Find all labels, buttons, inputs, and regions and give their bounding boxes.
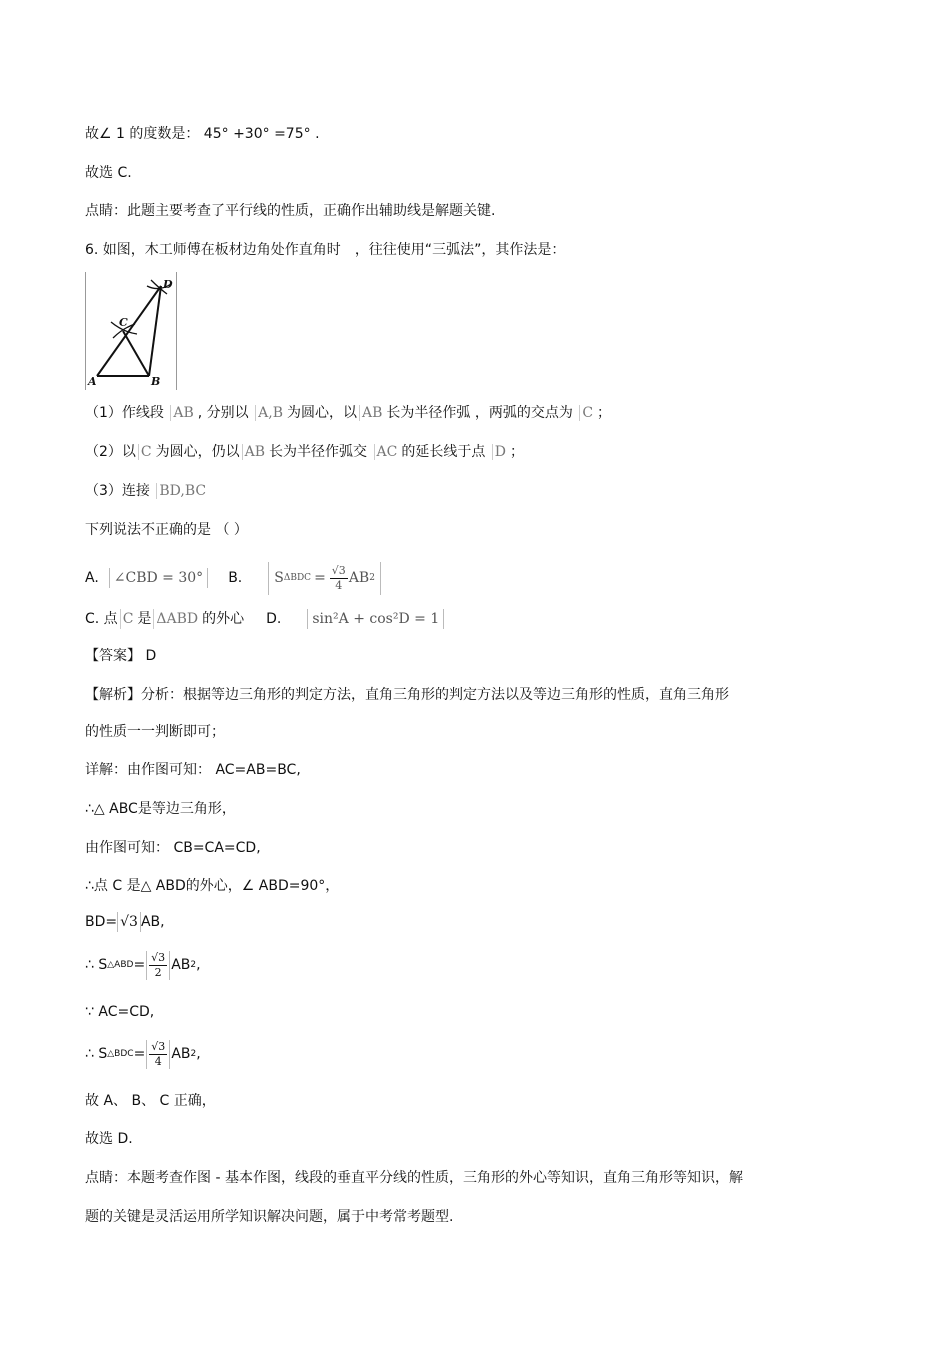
step-1-text-1: , 分别以 (197, 405, 249, 421)
construction-figure (85, 272, 177, 390)
step-1-prefix: （1）作线段 (85, 405, 164, 421)
options-a-b (85, 558, 381, 598)
detail-6-fraction (146, 951, 170, 980)
detail-8-sup: 2 (190, 1049, 197, 1059)
answer-line: 【答案】 D (85, 648, 157, 664)
detail-line-5 (85, 912, 165, 932)
detail-line-4: ∴点 C 是△ ABD的外心，∠ ABD=90°， (85, 878, 340, 894)
option-b-den: 4 (335, 578, 343, 592)
option-c-text-2: 的外心 (202, 611, 245, 627)
step-3 (85, 481, 210, 501)
remark-line-2: 题的关键是灵活运用所学知识解决问题，属于中考常考题型. (85, 1209, 454, 1225)
figure-label-a: A (88, 375, 97, 388)
line-choose-c: 故选 C. (85, 165, 132, 181)
step-2-math-ab: AB (242, 444, 267, 460)
detail-5-ab: AB, (140, 914, 165, 930)
step-2 (85, 442, 524, 462)
analysis-line-1: 【解析】分析：根据等边三角形的判定方法，直角三角形的判定方法以及等边三角形的性质，直角三角形 (85, 687, 729, 703)
question-6-text-b: ，往往使用“三弧法”，其作法是： (354, 242, 566, 258)
detail-6-eq: = (133, 957, 146, 973)
detail-6-ab: AB (171, 957, 191, 973)
detail-8-sub: △BDC (107, 1049, 134, 1059)
step-2-text-4: ； (510, 444, 525, 460)
step-1 (85, 403, 611, 423)
detail-line-2: ∴△ ABC是等边三角形， (85, 801, 236, 817)
question-prompt: 下列说法不正确的是 （ ） (85, 522, 248, 538)
option-a-expr: ∠CBD = 30° (109, 568, 208, 588)
analysis-line-2: 的性质一一判断即可； (85, 724, 225, 740)
step-1-math-a-b: A,B (255, 405, 285, 421)
detail-line-3: 由作图可知： CB=CA=CD, (85, 840, 261, 856)
detail-5-bd: BD= (85, 914, 118, 930)
option-b-fraction (330, 564, 348, 593)
detail-6-s: ∴ S (85, 957, 108, 973)
detail-8-eq: = (133, 1046, 146, 1062)
detail-6-num: √3 (151, 950, 166, 964)
line-angle-result: 故∠ 1 的度数是： 45° +30° =75° . (85, 126, 320, 142)
detail-6-comma: , (196, 957, 201, 973)
step-2-math-d: D (492, 444, 508, 460)
detail-6-den: 2 (154, 965, 162, 979)
options-c-d (85, 607, 444, 631)
detail-8-comma: , (196, 1046, 201, 1062)
detail-8-den: 4 (154, 1054, 162, 1068)
detail-line-1: 详解：由作图可知： AC=AB=BC, (85, 762, 301, 778)
detail-line-7: ∵ AC=CD, (85, 1004, 155, 1020)
option-b-ab: AB (348, 570, 370, 586)
step-1-text-2: 为圆心，以 (287, 405, 357, 421)
option-c-math-c: C (120, 609, 136, 629)
step-2-prefix: （2）以 (85, 444, 136, 460)
detail-line-10: 故选 D. (85, 1131, 133, 1147)
step-2-text-3: 的延长线于点 (401, 444, 486, 460)
detail-8-ab: AB (171, 1046, 191, 1062)
step-1-math-ab: AB (170, 405, 195, 421)
step-1-text-4: ； (597, 405, 612, 421)
figure-label-c: C (119, 316, 128, 329)
question-6-text-a: 6. 如图，木工师傅在板材边角处作直角时 (85, 242, 341, 258)
option-b-sub: ΔBDC (283, 573, 312, 583)
option-b-num: √3 (331, 563, 346, 577)
detail-6-sub: △ABD (107, 960, 134, 970)
figure-label-b: B (151, 375, 161, 388)
detail-8-fraction (146, 1040, 170, 1069)
figure-label-d: D (163, 278, 173, 291)
detail-8-s: ∴ S (85, 1046, 108, 1062)
step-1-text-3: 长为半径作弧 ，两弧的交点为 (386, 405, 573, 421)
option-c-label: C. 点 (85, 611, 118, 627)
detail-5-sqrt3: √3 (117, 912, 141, 932)
option-b-sup: 2 (369, 573, 375, 583)
step-3-prefix: （3）连接 (85, 483, 150, 499)
detail-8-num: √3 (151, 1039, 166, 1053)
option-d-label: D. (266, 611, 282, 627)
question-6-title (85, 240, 565, 260)
step-3-math-bd-bc: BD,BC (156, 483, 208, 499)
step-1-math-c: C (579, 405, 595, 421)
step-2-text-1: 为圆心，仍以 (155, 444, 240, 460)
option-c-text-1: 是 (137, 611, 152, 627)
remark-line-1: 点睛：本题考查作图 - 基本作图，线段的垂直平分线的性质，三角形的外心等知识，直角三角形等知识，解 (85, 1170, 743, 1186)
step-2-text-2: 长为半径作弧交 (269, 444, 368, 460)
step-1-math-ab-2: AB (359, 405, 384, 421)
detail-line-8 (85, 1031, 201, 1077)
option-b-label: B. (228, 570, 243, 586)
option-d-expr: sin²A + cos²D = 1 (307, 609, 444, 629)
option-b-s: S (274, 570, 284, 586)
option-b-expr: S ΔBDC = $\frac{√3}{4}$ AB 2 (268, 562, 381, 595)
step-2-math-ac: AC (374, 444, 400, 460)
detail-6-sup: 2 (190, 960, 197, 970)
detail-line-9: 故 A、 B、 C 正确， (85, 1093, 216, 1109)
option-a-label: A. (85, 570, 99, 586)
detail-line-6 (85, 942, 201, 988)
option-c-math-abd: ΔABD (153, 609, 200, 629)
step-2-math-c: C (138, 444, 154, 460)
line-remark-1: 点睛：此题主要考查了平行线的性质，正确作出辅助线是解题关键. (85, 203, 496, 219)
